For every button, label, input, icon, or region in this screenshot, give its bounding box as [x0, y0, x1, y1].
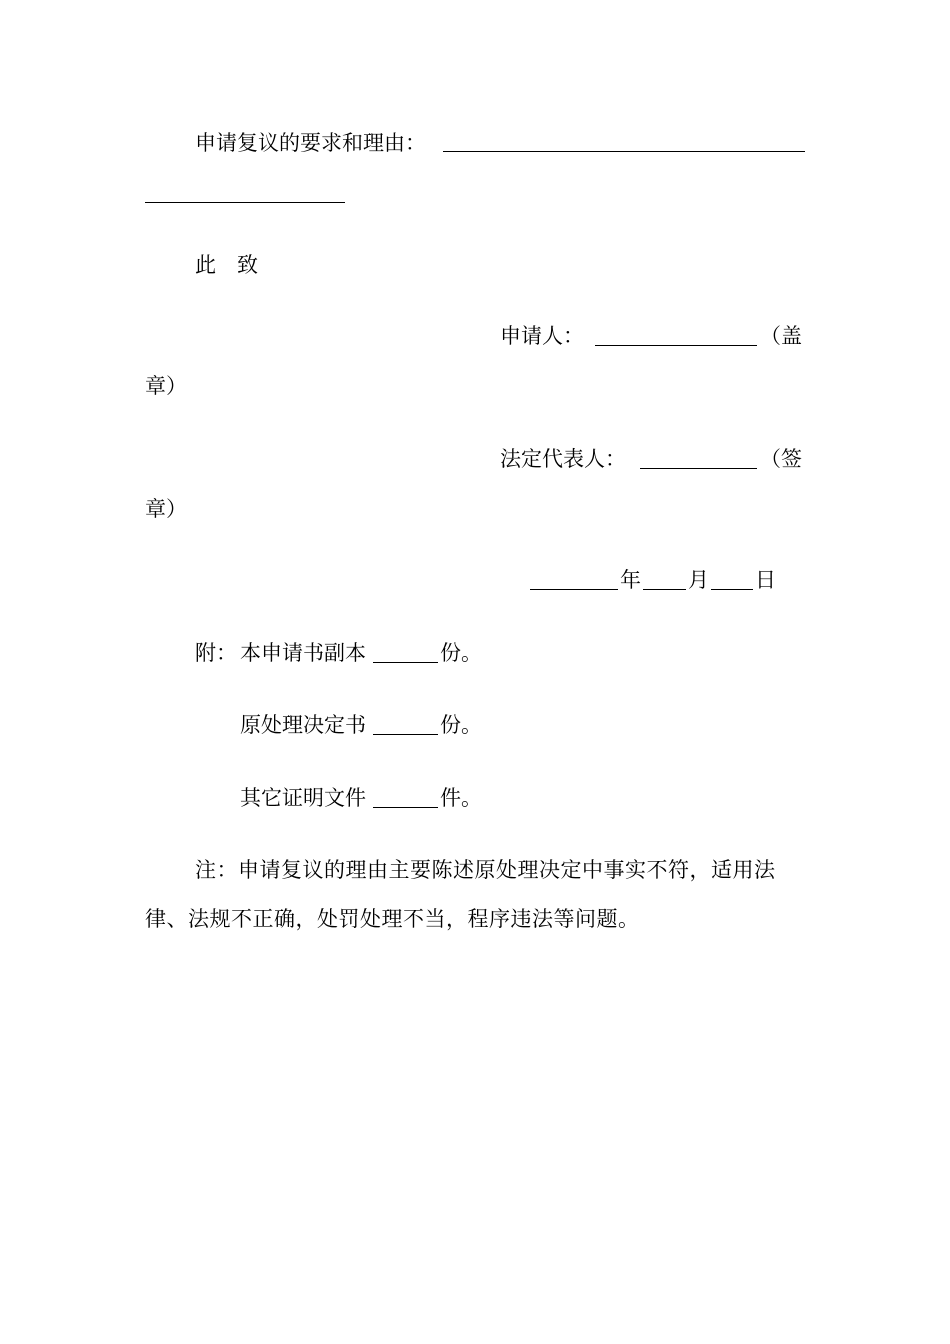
applicant-stamp-a: （盖: [760, 324, 802, 348]
reason-row: [195, 130, 426, 156]
date-month: 月: [688, 568, 709, 592]
attachment-item2-label: 原处理决定书: [240, 713, 366, 737]
attachment-item1-label: 本申请书副本: [240, 641, 366, 665]
date-month-blank[interactable]: [643, 569, 686, 590]
applicant-blank[interactable]: [595, 325, 757, 346]
date-day-blank[interactable]: [711, 569, 753, 590]
attachment-item1-unit: 份。: [440, 641, 482, 665]
legal-rep-label: 法定代表人：: [500, 447, 626, 471]
attachment-item1-blank[interactable]: [373, 642, 438, 663]
reason-blank-1[interactable]: [443, 131, 805, 152]
date-day: 日: [755, 568, 776, 592]
legal-rep-blank[interactable]: [640, 448, 757, 469]
applicant-stamp-b: 章）: [145, 374, 187, 398]
note-line-1: 注：申请复议的理由主要陈述原处理决定中事实不符，适用法: [195, 858, 776, 882]
attachment-item3-unit: 件。: [440, 786, 482, 810]
reason-label: 申请复议的要求和理由：: [195, 131, 426, 155]
salutation: 此 致: [195, 253, 258, 277]
attachment-item2-unit: 份。: [440, 713, 482, 737]
note-line-2: 律、法规不正确，处罚处理不当，程序违法等问题。: [145, 907, 640, 931]
attachment-item2-blank[interactable]: [373, 714, 438, 735]
attachment-item3-label: 其它证明文件: [240, 786, 366, 810]
date-year: 年: [620, 568, 641, 592]
legal-rep-sign-b: 章）: [145, 497, 187, 521]
attachment-item3-blank[interactable]: [373, 787, 438, 808]
applicant-label: 申请人：: [500, 324, 584, 348]
date-year-blank[interactable]: [530, 569, 618, 590]
reason-blank-2[interactable]: [145, 182, 345, 203]
legal-rep-sign-a: （签: [760, 447, 802, 471]
attachment-prefix: 附：: [195, 641, 237, 665]
